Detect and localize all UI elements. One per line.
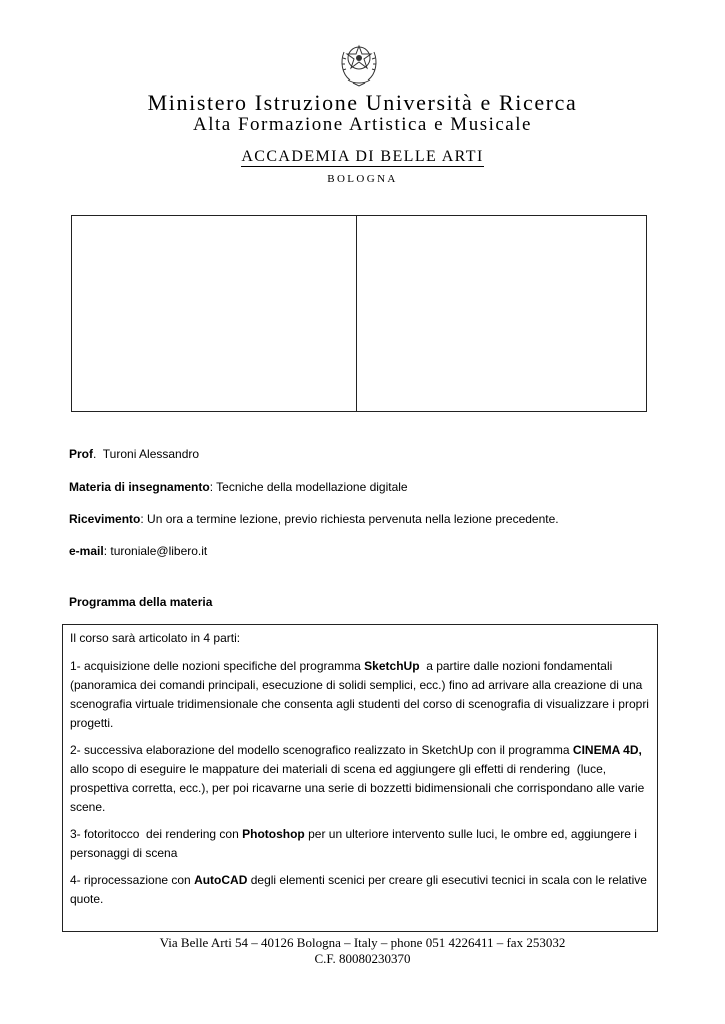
part-3-text-a: 3- fotoritocco dei rendering con xyxy=(70,827,243,841)
program-part-3 xyxy=(70,825,649,863)
email-label: e-mail xyxy=(69,544,104,558)
italian-republic-emblem-icon xyxy=(338,42,380,88)
part-1-software: SketchUp xyxy=(364,659,420,673)
part-4-text-b: degli elementi scenici per creare gli esecutivi tecnici in scala con le relative quote. xyxy=(70,873,647,906)
reception-label: Ricevimento xyxy=(69,512,141,526)
program-part-4 xyxy=(70,871,649,909)
academy-title-text: ACCADEMIA DI BELLE ARTI xyxy=(241,148,484,165)
reception-line xyxy=(69,511,559,527)
afam-subtitle: Alta Formazione Artistica e Musicale xyxy=(193,114,532,135)
footer-tax-code: C.F. 80080230370 xyxy=(314,951,411,966)
part-1-text-a: 1- acquisizione delle nozioni specifiche del programma xyxy=(70,659,365,673)
ministry-title: Ministero Istruzione Università e Ricerca xyxy=(147,90,578,115)
academy-title xyxy=(0,147,725,167)
professor-separator: . xyxy=(93,447,103,461)
part-4-software: AutoCAD xyxy=(194,873,248,887)
program-part-2 xyxy=(70,741,649,817)
email-line xyxy=(69,543,207,559)
professor-line xyxy=(69,446,199,462)
reception-value: : Un ora a termine lezione, previo richiesta pervenuta nella lezione precedente. xyxy=(140,512,559,526)
part-1-text-b: a partire dalle nozioni fondamentali (panoramica dei comandi principali, esecuzione di solidi semplici, ecc.) fino ad arrivare alla creazione di una scenografia virtuale tridimensionale che consenta agli studenti del corso di scenografia di visualizzare i propri progetti. xyxy=(70,659,653,730)
email-value: : turoniale@libero.it xyxy=(103,544,208,558)
image-placeholder-boxes xyxy=(71,215,647,412)
part-3-text-b: per un ulteriore intervento sulle luci, le ombre ed, aggiungere i personaggi di scena xyxy=(70,827,637,860)
program-part-1 xyxy=(70,657,653,733)
program-title: Programma della materia xyxy=(69,595,213,609)
subject-line xyxy=(69,479,408,495)
part-4-text-a: 4- riprocessazione con xyxy=(70,873,195,887)
program-box xyxy=(62,624,658,932)
box-divider xyxy=(356,216,357,411)
professor-name: Turoni Alessandro xyxy=(102,447,200,461)
part-2-text-b: allo scopo di eseguire le mappature dei materiali di scena ed aggiungere gli effetti di rendering (luce, prospettiva corretta, ecc.), per poi ricavarne una serie di bozzetti bidimensionali che corrispondano alle varie scene. xyxy=(70,743,648,814)
part-2-text-a: 2- successiva elaborazione del modello scenografico realizzato in SketchUp con il programma xyxy=(70,743,573,757)
part-2-software: CINEMA 4D, xyxy=(572,743,642,757)
part-3-software: Photoshop xyxy=(242,827,305,841)
professor-label: Prof xyxy=(69,447,93,461)
subject-value: : Tecniche della modellazione digitale xyxy=(209,480,408,494)
city-label: BOLOGNA xyxy=(327,173,398,185)
subject-label: Materia di insegnamento xyxy=(69,480,210,494)
footer-address: Via Belle Arti 54 – 40126 Bologna – Italy – phone 051 4226411 – fax 253032 xyxy=(159,935,566,950)
program-intro: Il corso sarà articolato in 4 parti: xyxy=(70,631,241,645)
